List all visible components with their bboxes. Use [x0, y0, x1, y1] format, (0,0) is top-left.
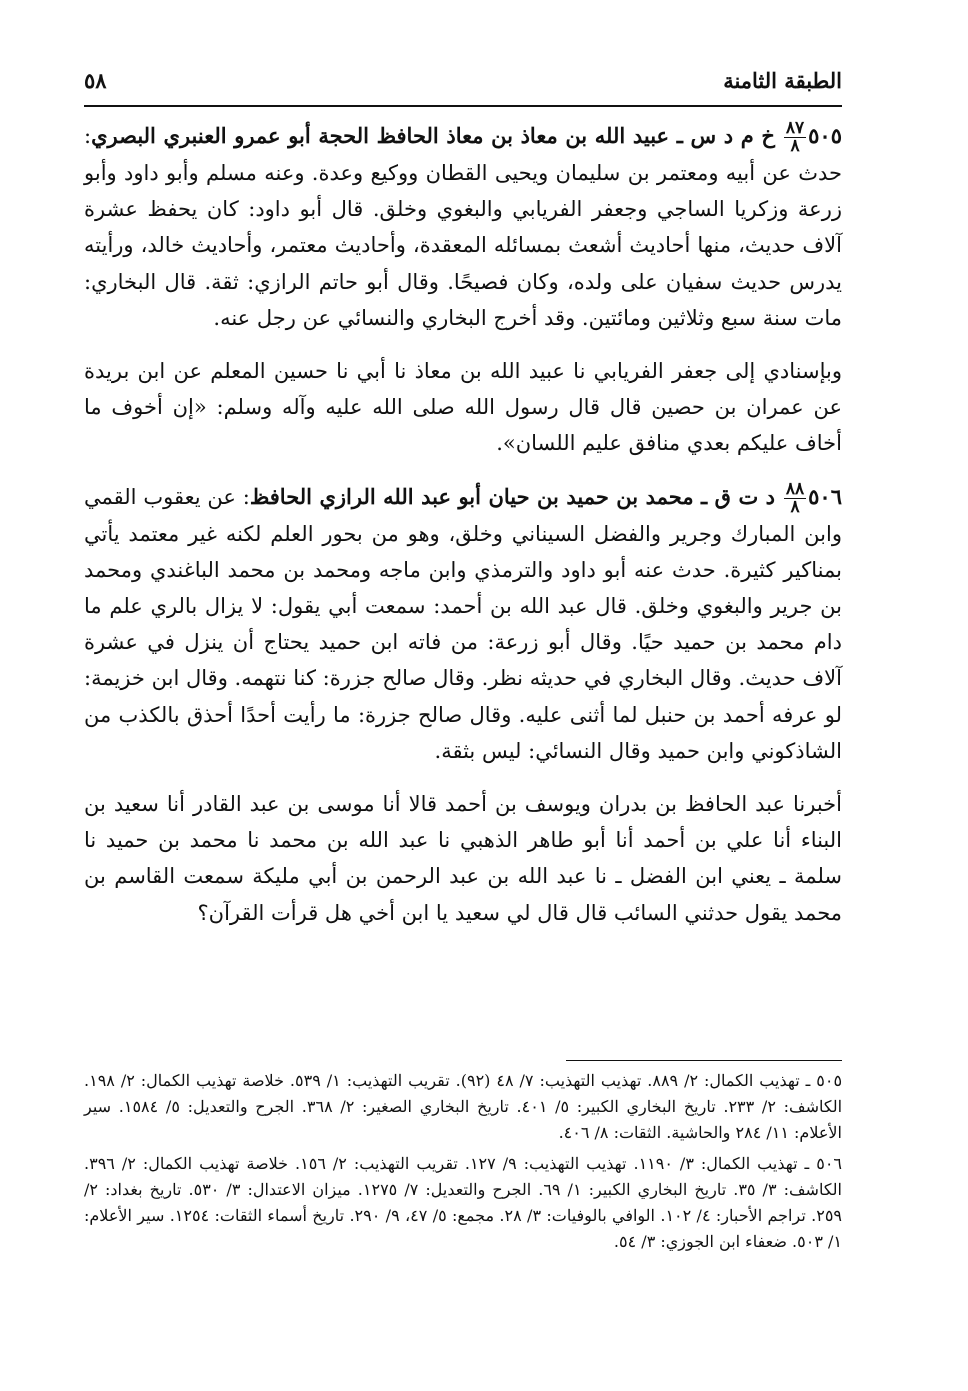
fraction-denominator: ٨ — [790, 496, 800, 517]
footnote-divider — [566, 1060, 842, 1061]
entry-name: د ت ق ـ محمد بن حميد بن حيان أبو عبد الله الرازي الحافظ — [249, 483, 776, 509]
main-text — [84, 118, 842, 948]
entry-fraction — [784, 478, 806, 517]
biography-entry — [84, 479, 842, 769]
fraction-denominator: ٨ — [790, 136, 800, 156]
page-number: ٥٨ — [84, 67, 107, 93]
entry-text: : عن يعقوب القمي وابن المبارك وجرير والفضل السيناني وخلق، وهو من بحور العلم لكنه غير معتمد يأتي بمناكير كثيرة. حدث عنه أبو داود والترمذي وابن ماجه ومحمد بن محمد الباغندي ومحمد بن جرير والبغوي وخلق. قال عبد الله بن أحمد: سمعت أبي يقول: لا يزال بالري علم ما دام محمد بن حميد حيًا. وقال أبو زرعة: من فاته ابن حميد يحتاج أن ينزل في عشرة آلاف حديث. وقال البخاري في حديثه نظر. وقال صالح جزرة: كنا نتهمه. وقال ابن خزيمة: لو عرفه أحمد بن حنبل لما أثنى عليه. وقال صالح جزرة: ما رأيت أحدًا أحذق بالكذب من الشاذكوني وابن حميد وقال النسائي: ليس بثقة. — [84, 484, 842, 763]
fraction-numerator: ٨٨ — [785, 478, 805, 499]
footnote: ٥٠٥ ـ تهذيب الكمال: ٢/ ٨٨٩. تهذيب التهذيب: ٧/ ٤٨ (٩٢). تقريب التهذيب: ١/ ٥٣٩. خلاصة تهذيب الكمال: ٢/ ١٩٨. الكاشف: ٢/ ٢٣٣. تاريخ البخاري الكبير: ٥/ ٤٠١. تاريخ البخاري الصغير: ٢/ ٣٦٨. الجرح والتعديل: ٥/ ١٥٨٤. سير الأعلام: ١١/ ٢٨٤ والحاشية. الثقات: ٨/ ٤٠٦. — [84, 1071, 843, 1142]
running-head: الطبقة الثامنة — [723, 67, 842, 93]
entry-text: : حدث عن أبيه ومعتمر بن سليمان ويحيى القطان ووكيع وعدة. وعنه مسلم وأبو داود وأبو زرعة وزكريا الساجي وجعفر الفريابي والبغوي وخلق. قال أبو داود: كان يحفظ عشرة آلاف حديث، منها أحاديث أشعث بمسائله المعقدة، وأحاديث معتمر، وأحاديث خالد، ورأيته يدرس حديث سفيان على ولده، وكان فصيحًا. وقال أبو حاتم الرازي: ثقة. قال البخاري: مات سنة سبع وثلاثين ومائتين. وقد أخرج البخاري والنسائي عن رجل عنه. — [84, 124, 842, 330]
page-header — [84, 55, 842, 107]
fraction-numerator: ٨٧ — [785, 118, 805, 138]
entry-name: خ م د س ـ عبيد الله بن معاذ بن معاذ الحافظ الحجة أبو عمرو العنبري البصري — [91, 123, 775, 148]
entry-fraction — [784, 120, 806, 155]
biography-entry — [84, 118, 842, 336]
entry-number: ٥٠٦ — [808, 483, 842, 509]
entry-number: ٥٠٥ — [808, 123, 842, 148]
footnote: ٥٠٦ ـ تهذيب الكمال: ٣/ ١١٩٠. تهذيب التهذيب: ٩/ ١٢٧. تقريب التهذيب: ٢/ ١٥٦. خلاصة تهذيب الكمال: ٢/ ٣٩٦. الكاشف: ٣/ ٣٥. تاريخ البخاري الكبير: ١/ ٦٩. الجرح والتعديل: ٧/ ١٢٧٥. ميزان الاعتدال: ٣/ ٥٣٠. تاريخ بغداد: ٢/ ٢٥٩. تراجم الأحبار: ٤/ ١٠٢. الوافي بالوفيات: ٣/ ٢٨. مجمع: ٥/ ٤٧، ٩/ ٢٩٠. تاريخ أسماء الثقات: ١٢٥٤. سير الأعلام: ١/ ٥٠٣. ضعفاء ابن الجوزي: ٣/ ٥٤. — [84, 1154, 842, 1251]
isnad-paragraph: وبإسنادي إلى جعفر الفريابي نا عبيد الله بن معاذ نا أبي نا حسين المعلم عن ابن بريدة عن عمران بن حصين قال قال رسول الله صلى الله عليه وآله وسلم: «إن أخوف ما أخاف عليكم بعدي منافق عليم اللسان». — [84, 359, 842, 456]
isnad-paragraph: أخبرنا عبد الحافظ بن بدران ويوسف بن أحمد قالا أنا موسى بن عبد القادر أنا سعيد بن البناء أنا علي بن أحمد أنا أبو طاهر الذهبي نا عبد الله بن محمد نا محمد بن حميد نا سلمة ـ يعني ابن الفضل ـ نا عبد الله بن عبد الرحمن بن أبي مليكة سمعت القاسم بن محمد يقول حدثني السائب قال قال لي سعيد يا ابن أخي هل قرأت القرآن؟ — [84, 792, 842, 925]
footnotes — [84, 1068, 842, 1261]
